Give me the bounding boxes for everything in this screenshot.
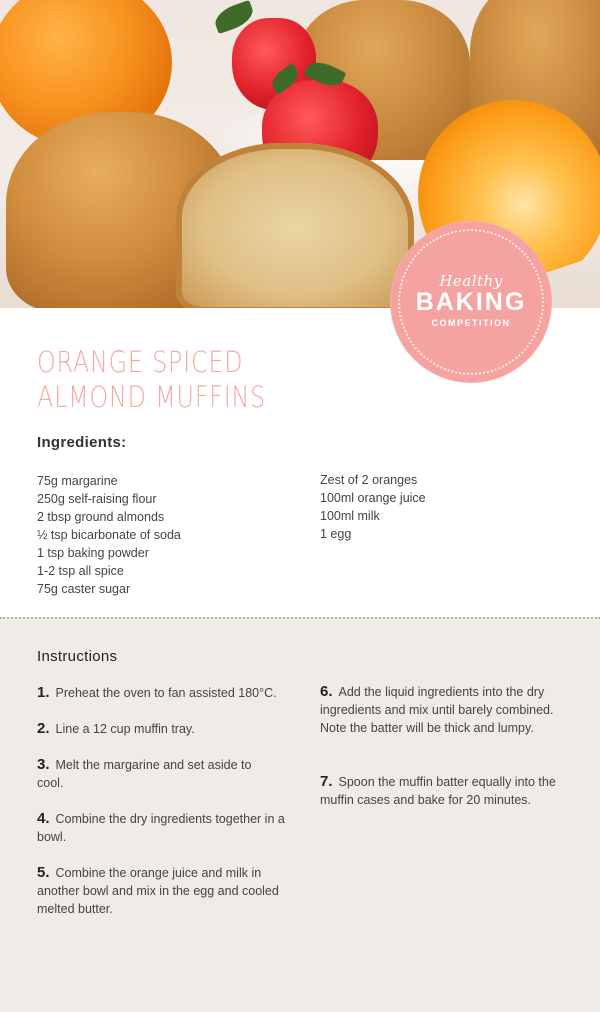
- instructions-heading: Instructions: [37, 648, 118, 665]
- step-text: Preheat the oven to fan assisted 180°C.: [55, 686, 277, 700]
- instruction-step: [320, 683, 570, 737]
- step-number: 3.: [37, 756, 50, 773]
- step-number: 6.: [320, 683, 333, 700]
- step-text: Melt the margarine and set aside to cool.: [37, 758, 252, 790]
- halved-muffin: [176, 143, 414, 308]
- recipe-title-line-2: ALMOND MUFFINS: [37, 380, 267, 414]
- instruction-step: [37, 756, 267, 792]
- step-number: 4.: [37, 810, 50, 827]
- instruction-step: [37, 684, 295, 702]
- ingredient-item: 1 tsp baking powder: [37, 546, 149, 560]
- instruction-step: [37, 810, 295, 846]
- step-number: 5.: [37, 864, 50, 881]
- step-text: Line a 12 cup muffin tray.: [55, 722, 195, 736]
- ingredient-item: 100ml orange juice: [320, 491, 426, 505]
- ingredient-item: 100ml milk: [320, 509, 380, 523]
- badge-sub-text: COMPETITION: [431, 318, 511, 328]
- step-number: 7.: [320, 773, 333, 790]
- ingredient-item: Zest of 2 oranges: [320, 473, 418, 487]
- ingredient-item: 75g margarine: [37, 474, 118, 488]
- step-text: Combine the dry ingredients together in a bowl.: [37, 812, 285, 844]
- instruction-step: [37, 720, 295, 738]
- ingredients-list-right: [320, 471, 580, 543]
- ingredient-item: 75g caster sugar: [37, 582, 131, 596]
- ingredient-item: 1-2 tsp all spice: [37, 564, 124, 578]
- step-number: 2.: [37, 720, 50, 737]
- ingredients-heading: Ingredients:: [37, 434, 127, 451]
- step-text: Combine the orange juice and milk in another bowl and mix in the egg and cooled melted butter.: [37, 866, 279, 916]
- recipe-title: [37, 345, 367, 415]
- ingredient-item: ½ tsp bicarbonate of soda: [37, 528, 181, 542]
- recipe-title-line-1: ORANGE SPICED: [37, 345, 244, 379]
- badge-main-text: BAKING: [415, 288, 527, 316]
- instruction-step: [320, 773, 570, 809]
- step-text: Spoon the muffin batter equally into the muffin cases and bake for 20 minutes.: [320, 775, 556, 807]
- ingredient-item: 1 egg: [320, 527, 352, 541]
- step-number: 1.: [37, 684, 50, 701]
- ingredient-item: 2 tbsp ground almonds: [37, 510, 165, 524]
- ingredients-list-left: [37, 472, 297, 598]
- instruction-step: [37, 864, 295, 918]
- ingredient-item: 250g self-raising flour: [37, 492, 157, 506]
- badge-script-text: Healthy: [439, 272, 503, 290]
- step-text: Add the liquid ingredients into the dry ingredients and mix until barely combined. Note the batter will be thick and lumpy.: [320, 685, 554, 735]
- healthy-baking-badge: [391, 222, 551, 382]
